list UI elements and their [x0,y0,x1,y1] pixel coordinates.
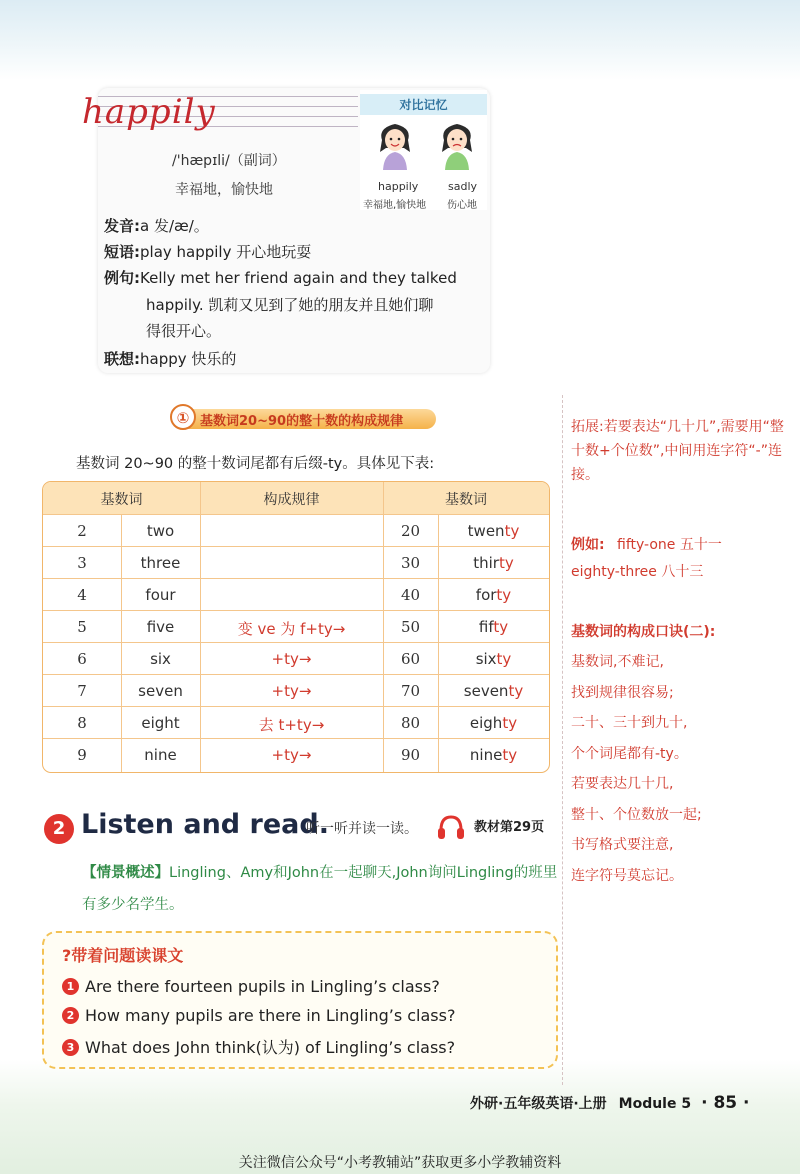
cell-rule: +ty→ [271,746,312,764]
scene-summary: 【情景概述】Lingling、Amy和John在一起聊天,John询问Lingling的班里有多少名学生。 [82,865,558,913]
cell-tens-number: 40 [400,586,421,604]
cell-rule: +ty→ [271,682,312,700]
cell-tens-number: 70 [400,682,421,700]
cell-word: three [140,554,181,572]
rhyme-line: 二十、三十到九十, [571,715,688,731]
question-mark-icon: ? [62,946,72,965]
sad-girl-icon [436,118,478,170]
rhyme-line: 若要表达几十几, [571,776,674,792]
cell-rule: 变 ve 为 f+ty→ [237,620,346,638]
detail-line-5: 得很开心。 [146,322,222,340]
table-row [43,546,549,579]
detail-line-3: 例句:Kelly met her friend again and they talked [104,269,457,287]
table-header [43,482,549,514]
table-row [43,738,549,771]
cell-number: 9 [77,746,87,764]
question-3: 3 What does John think(认为) of Lingling’s class? [62,1035,455,1058]
table-row [43,706,549,739]
margin-divider [562,395,564,1085]
cell-tens-word: ninety [469,746,518,764]
extend-note: 拓展:若要表达“几十几”,需要用“整十数+个位数”,中间用连字符“-”连接。 [571,419,784,483]
example-label: 例如: [571,537,605,553]
detail-line-2: 短语:play happily 开心地玩耍 [104,243,312,261]
detail-line-1: 发音:a 发/æ/。 [104,217,209,235]
top-background [0,0,800,80]
rhyme-line: 连字符号莫忘记。 [571,867,683,884]
cell-number: 4 [77,586,87,604]
cell-word: five [146,618,175,636]
table-row [43,610,549,643]
headword: happily [82,92,216,132]
section2-title: Listen and read. [81,809,329,840]
header-cardinal-2: 基数词 [445,492,487,508]
cell-word: nine [144,746,177,764]
question-box [42,931,558,1069]
table-row [43,674,549,707]
cell-tens-word: forty [475,586,512,604]
header-rule: 构成规律 [263,492,320,508]
compare-cn-2: 伤心地 [447,200,477,211]
numbers-table [42,481,550,773]
cell-number: 8 [77,714,87,732]
page-number: · 85 · [701,1093,750,1113]
rhyme-line: 书写格式要注意, [571,837,674,853]
rhyme-line: 基数词,不难记, [571,654,664,670]
section1-intro: 基数词 20~90 的整十数词尾都有后缀-ty。具体见下表: [76,456,435,472]
detail-line-6: 联想:happy 快乐的 [104,350,237,368]
compare-title: 对比记忆 [360,94,487,115]
happy-girl-icon [374,118,416,170]
cell-tens-word: sixty [475,650,512,668]
word-meaning: 幸福地，愉快地 [175,182,273,198]
bottom-notice: 关注微信公众号“小考教辅站”获取更多小学教辅资料 [238,1155,562,1171]
cell-tens-number: 90 [400,746,421,764]
section1-banner [170,404,436,432]
headphones-icon[interactable] [436,812,466,842]
cell-word: four [145,586,176,604]
cell-rule: 去 t+ty→ [258,716,325,734]
cell-rule: +ty→ [271,650,312,668]
cell-number: 3 [77,554,87,572]
section2-number: 2 [44,814,74,844]
cell-tens-number: 20 [400,522,421,540]
compare-word-1: happily [378,180,419,193]
question-box-title: ?带着问题读课文 [62,946,184,965]
section1-title: 基数词20~90的整十数的构成规律 [200,414,404,429]
cell-number: 5 [77,618,87,636]
rhyme-line: 找到规律很容易; [571,684,674,701]
compare-cn-1: 幸福地,愉快地 [363,200,427,211]
cell-word: two [146,522,175,540]
cell-number: 6 [77,650,87,668]
cell-tens-number: 30 [400,554,421,572]
footer-book: 外研·五年级英语·上册 [470,1096,607,1112]
cell-tens-number: 60 [400,650,421,668]
cell-word: six [150,650,171,668]
footer-module: Module 5 [618,1096,692,1112]
rhyme-line: 个个词尾都有-ty。 [571,745,688,762]
footer [470,1093,750,1113]
header-cardinal-1: 基数词 [100,492,143,508]
compare-panel [360,90,487,210]
table-row [43,514,549,547]
rhyme-line: 整十、个位数放一起; [571,806,702,823]
cell-tens-word: seventy [463,682,524,700]
phonetic: /'hæpɪli/（副词） [172,153,286,169]
cell-tens-word: eighty [469,714,518,732]
cell-number: 7 [77,682,87,700]
cell-tens-number: 80 [400,714,421,732]
cell-word: eight [141,714,180,732]
cell-word: seven [138,682,183,700]
section2-subtitle: 听一听并读一读。 [306,821,418,837]
textbook-page-ref: 教材第29页 [474,820,545,835]
table-row [43,642,549,675]
table-row [43,578,549,611]
cell-tens-word: fifty [478,618,509,636]
compare-word-2: sadly [448,180,478,193]
cell-tens-word: thirty [473,554,514,572]
example-1: fifty-one 五十一 [617,537,722,553]
detail-line-4: happily. 凯莉又见到了她的朋友并且她们聊 [146,296,434,314]
question-1: 1 Are there fourteen pupils in Lingling’s class? [62,977,440,996]
cell-number: 2 [77,522,87,540]
section1-number: ① [170,404,196,430]
question-2: 2 How many pupils are there in Lingling’s class? [62,1006,455,1025]
example-2: eighty-three 八十三 [571,564,704,580]
rhyme-title: 基数词的构成口诀(二): [571,624,716,640]
cell-tens-number: 50 [400,618,421,636]
cell-tens-word: twenty [467,522,520,540]
